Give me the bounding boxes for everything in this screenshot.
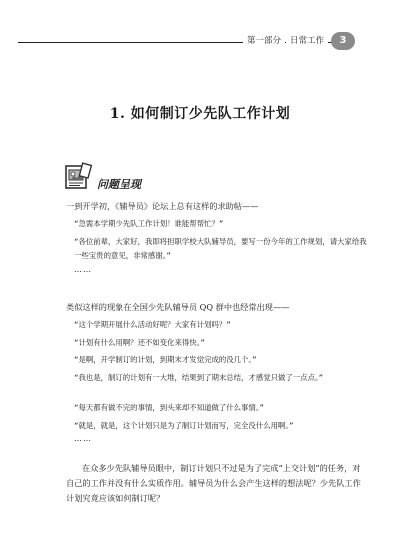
problem-title: 问题呈现 [97,178,141,191]
section-title: 1. 如何制订少先队工作计划 [109,106,291,122]
quote-8: “就是，就是，这个计划只是为了制订计划而写，完全没什么用啊。” [74,421,294,430]
page-number-badge: 3 [331,32,355,50]
quote-4: “计划有什么用啊？还不如变化来得快。” [74,338,205,347]
intro-paragraph-2: 类似这样的现象在全国少先队辅导员 QQ 群中也经常出现—— [66,302,290,312]
quote-3: “这个学期开展什么活动好呢？大家有计划吗？” [74,320,231,329]
header-part-label: 第一部分 [243,34,285,46]
closing-paragraph: 在众多少先队辅导员眼中，制订计划只不过是为了完成“上交计划”的任务，对自己的工作并没有什么实质作用。辅导员为什么会产生这样的想法呢？少先队工作计划究竟应该如何制订呢？ [66,463,361,503]
ellipsis-2: …… [74,434,92,443]
ellipsis-1: …… [74,265,92,274]
quote-6: “我也是，制订的计划有一大堆，结果到了期末总结，才感觉只做了一点点。” [74,373,324,382]
notebook-photo-icon [63,162,93,192]
intro-paragraph-1: 一到开学初，《辅导员》论坛上总有这样的求助帖—— [66,201,259,211]
header-chapter-label: 日常工作 [286,34,328,46]
quote-5: “是啊，开学制订的计划，到期末才发觉完成的没几个。” [74,355,257,364]
quote-1: “急需本学期少先队工作计划！谁能帮帮忙？” [74,219,224,228]
quote-7: “每天都有做不完的事情，到头来却不知道做了什么事情。” [74,403,264,412]
running-header [0,30,400,56]
quote-2: “各位前辈，大家好，我即将担职学校大队辅导员，要写一份今年的工作规划，请大家给我一些宝贵的意见，非常感谢。” [74,237,367,260]
